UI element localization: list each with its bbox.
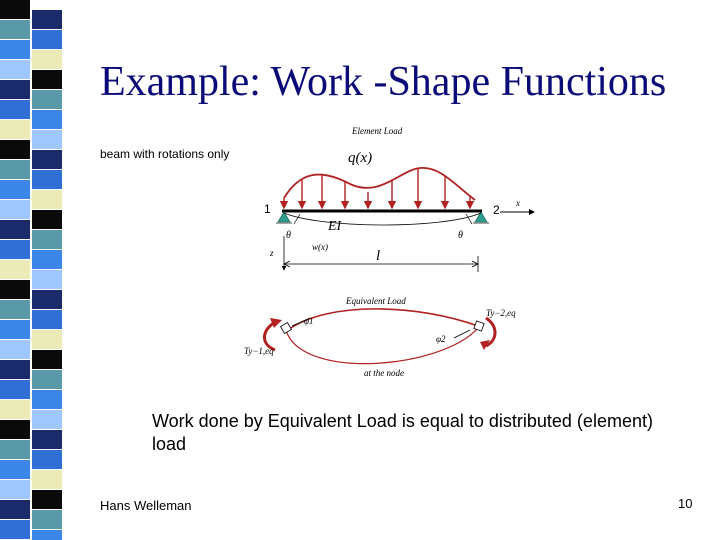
deflected-shape bbox=[284, 213, 481, 225]
caption-text: Work done by Equivalent Load is equal to distributed (element) load bbox=[152, 411, 653, 454]
support-right bbox=[475, 212, 487, 222]
moment-right-label: Ty−2,eq bbox=[486, 308, 516, 318]
equivalent-shape-curve bbox=[288, 309, 478, 330]
x-axis-label: x bbox=[516, 198, 520, 208]
node-2-label: 2 bbox=[493, 203, 500, 217]
load-function-label: q(x) bbox=[348, 150, 373, 166]
equivalent-deflection-curve bbox=[286, 328, 478, 364]
equivalent-load-label: Equivalent Load bbox=[346, 296, 406, 306]
slide-title: Example: Work -Shape Functions bbox=[100, 59, 667, 105]
support-left bbox=[278, 212, 290, 222]
theta-right-label: θ bbox=[458, 230, 463, 241]
node-box-right bbox=[474, 321, 484, 331]
footer-author: Hans Welleman bbox=[100, 498, 192, 513]
slide-subtitle: beam with rotations only bbox=[100, 147, 230, 161]
beam-diagram bbox=[236, 120, 556, 382]
moment-left-label: Ty−1,eq bbox=[244, 346, 274, 356]
element-load-label: Element Load bbox=[352, 126, 403, 136]
page-number: 10 bbox=[678, 496, 693, 511]
decorative-stripe-bar bbox=[0, 0, 64, 540]
length-label: l bbox=[376, 248, 381, 264]
at-node-label: at the node bbox=[364, 368, 404, 378]
z-axis-label: z bbox=[270, 248, 274, 258]
phi-1-label: φ1 bbox=[304, 316, 314, 326]
distributed-load-curve bbox=[284, 168, 475, 200]
theta-left-label: θ bbox=[286, 230, 291, 241]
stiffness-label: EI bbox=[328, 219, 342, 234]
phi-2-label: φ2 bbox=[436, 334, 446, 344]
deflection-label: w(x) bbox=[312, 242, 328, 252]
node-box-left bbox=[281, 323, 292, 334]
node-1-label: 1 bbox=[264, 202, 271, 216]
